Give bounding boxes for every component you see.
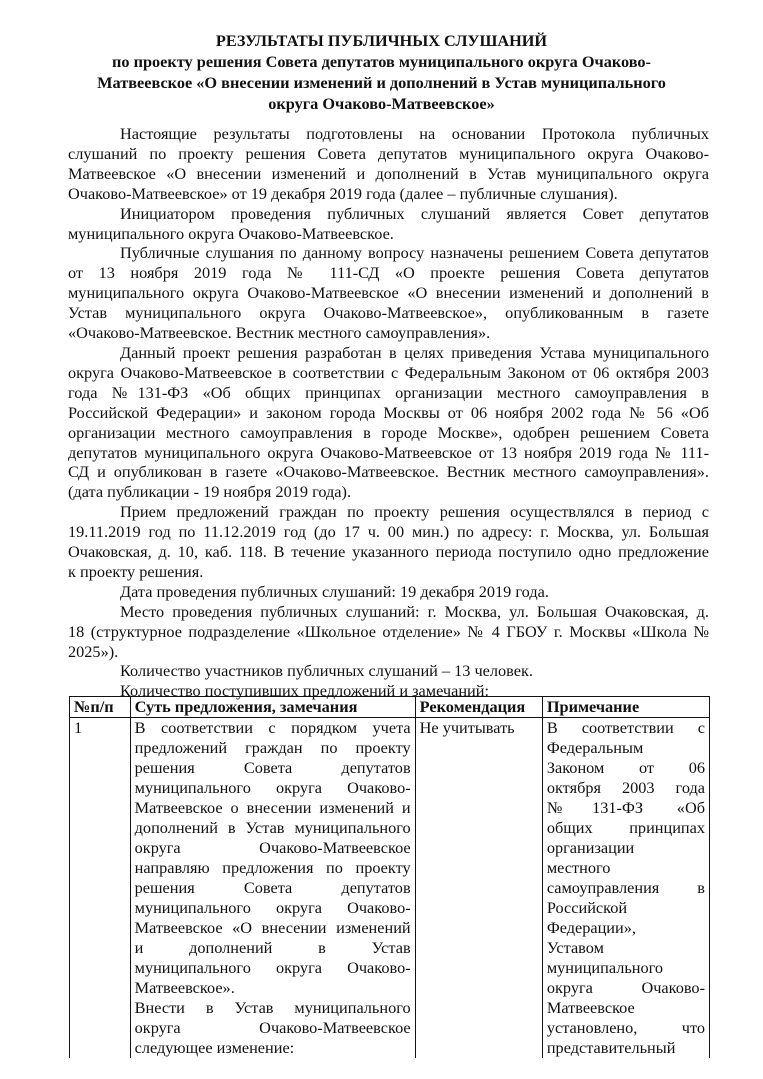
paragraph — [68, 204, 709, 244]
paragraph-line: Очаковская, д. 10, каб. 118. В течение указанного периода поступило одно предложение — [68, 542, 709, 562]
cell-line: Федеральным — [546, 738, 644, 757]
paragraph — [68, 582, 709, 602]
cell-line: В соответствии с порядком учета — [134, 718, 411, 737]
paragraph-line: депутатов муниципального округа Очаково-Матвеевское от 13 ноября 2019 года № 111- — [68, 442, 709, 462]
title-line: РЕЗУЛЬТАТЫ ПУБЛИЧНЫХ СЛУШАНИЙ — [215, 31, 548, 50]
title-line: Матвеевское «О внесении изменений и дополнений в Устав муниципального — [97, 73, 666, 92]
paragraph-line: Публичные слушания по данному вопросу назначены решением Совета депутатов — [120, 243, 709, 263]
row-note — [542, 718, 709, 1059]
title-line: по проекту решения Совета депутатов муниципального округа Очаково- — [112, 52, 651, 71]
paragraph-line: от 13 ноября 2019 года № 111-СД «О проекте решения Совета депутатов — [68, 263, 709, 283]
cell-line: Внести в Устав муниципального — [134, 998, 411, 1017]
document-body — [68, 124, 709, 701]
paragraph-line: Настоящие результаты подготовлены на основании Протокола публичных — [120, 124, 709, 143]
paragraph-line: муниципального округа Очаково-Матвеевское «О внесении изменений и дополнений в — [68, 283, 709, 303]
cell-line: Федерации», — [546, 918, 636, 937]
paragraph-line: Устав муниципального округа Очаково-Матвеевское», опубликованным в газете — [68, 303, 709, 323]
table-row — [70, 718, 710, 1059]
cell-line: №131-ФЗ «Об — [546, 798, 705, 817]
paragraph-line: Дата проведения публичных слушаний: 19 декабря 2019 года. — [120, 581, 549, 601]
row-recommendation: Не учитывать — [415, 718, 542, 1059]
cell-line: Матвеевское о внесении изменений и — [134, 798, 411, 817]
paragraph-line: «Очаково-Матвеевское. Вестник местного самоуправления». — [68, 323, 491, 343]
document-title — [60, 30, 703, 114]
paragraph-line: слушаний по проекту решения Совета депутатов муниципального округа Очаково- — [68, 143, 709, 163]
cell-line: Матвеевское — [546, 998, 635, 1017]
cell-line: округа Очаково- — [546, 978, 705, 997]
cell-line: решения Совета депутатов — [134, 758, 411, 777]
cell-line: установлено, что — [546, 1018, 705, 1037]
title-line: округа Очаково-Матвеевское» — [268, 94, 495, 113]
cell-line: общих принципах — [546, 818, 705, 837]
paragraph — [68, 124, 709, 204]
paragraph-line: года №131-ФЗ «Об общих принципах организации местного самоуправления в — [68, 382, 709, 402]
cell-line: организации — [546, 838, 635, 857]
paragraph-line: СД и опубликован в газете «Очаково-Матвеевское. Вестник местного самоуправления». — [68, 462, 709, 482]
cell-line: муниципального округа Очаково- — [134, 958, 411, 977]
paragraph-line: Прием предложений граждан по проекту решения осуществлялся в период с — [120, 502, 709, 522]
cell-line: Матвеевское». — [134, 978, 235, 997]
paragraph — [68, 343, 709, 502]
cell-line: муниципального округа Очаково- — [134, 898, 411, 917]
paragraph-line: Российской Федерации» и законом города Москвы от 06 ноября 2002 года № 56 «Об — [68, 402, 709, 422]
paragraph-line: 19.11.2019 год по 11.12.2019 год (до 17 ч. 00 мин.) по адресу: г. Москва, ул. Большая — [68, 522, 709, 542]
cell-line: направляю предложения по проекту — [134, 858, 411, 877]
cell-line: самоуправления в — [546, 878, 705, 897]
header-note: Примечание — [542, 697, 709, 718]
paragraph-line: муниципального округа Очаково-Матвеевское. — [68, 223, 394, 243]
cell-line: В соответствии с — [546, 718, 705, 737]
cell-line: Законом от 06 — [546, 758, 705, 777]
cell-line: муниципального округа Очаково- — [134, 778, 411, 797]
cell-line: и дополнений в Устав — [134, 938, 411, 957]
paragraph-line: Количество поступивших предложений и замечаний: — [120, 681, 489, 701]
cell-line: предложений граждан по проекту — [134, 738, 411, 757]
paragraph-line: организации местного самоуправления в городе Москве», одобрен решением Совета — [68, 422, 709, 442]
paragraph — [68, 243, 709, 343]
row-essence — [130, 718, 415, 1059]
header-number: №п/п — [70, 697, 131, 718]
paragraph-line: Данный проект решения разработан в целях приведения Устава муниципального — [120, 342, 709, 362]
cell-line: муниципального — [546, 958, 664, 977]
paragraph — [68, 602, 709, 662]
cell-line: следующее изменение: — [134, 1038, 295, 1057]
proposals-table — [69, 696, 710, 1058]
paragraph — [68, 502, 709, 582]
paragraph-line: Инициатором проведения публичных слушаний является Совет депутатов — [120, 203, 709, 223]
paragraph-line: 2025»). — [68, 641, 119, 661]
paragraph-line: Очаково-Матвеевское» от 19 декабря 2019 года (далее – публичные слушания). — [68, 183, 618, 203]
paragraph-line: Количество участников публичных слушаний – 13 человек. — [120, 661, 533, 681]
paragraph-line: Место проведения публичных слушаний: г. Москва, ул. Большая Очаковская, д. — [120, 601, 709, 621]
cell-line: округа Очаково-Матвеевское — [134, 838, 411, 857]
paragraph-line: округа Очаково-Матвеевское в соответствии с Федеральным Законом от 06 октября 2003 — [68, 362, 709, 382]
cell-line: Российской — [546, 898, 628, 917]
cell-line: Уставом — [546, 938, 604, 957]
row-number: 1 — [70, 718, 131, 1059]
header-essence: Суть предложения, замечания — [130, 697, 415, 718]
cell-line: решения Совета депутатов — [134, 878, 411, 897]
header-recommendation: Рекомендация — [415, 697, 542, 718]
paragraph-line: к проекту решения. — [68, 561, 204, 581]
cell-line: Матвеевское «О внесении изменений — [134, 918, 411, 937]
cell-line: октября 2003 года — [546, 778, 705, 797]
paragraph-line: Матвеевское «О внесении изменений и дополнений в Устав муниципального округа — [68, 163, 709, 183]
paragraph — [68, 661, 709, 681]
paragraph-line: (дата публикации - 19 ноября 2019 года). — [68, 482, 352, 502]
table-header-row — [70, 697, 710, 718]
cell-line: дополнений в Устав муниципального — [134, 818, 411, 837]
cell-line: округа Очаково-Матвеевское — [134, 1018, 411, 1037]
paragraph-line: 18 (структурное подразделение «Школьное отделение» № 4 ГБОУ г. Москвы «Школа № — [68, 621, 709, 641]
cell-line: местного — [546, 858, 611, 877]
cell-line: представительный — [546, 1038, 676, 1057]
